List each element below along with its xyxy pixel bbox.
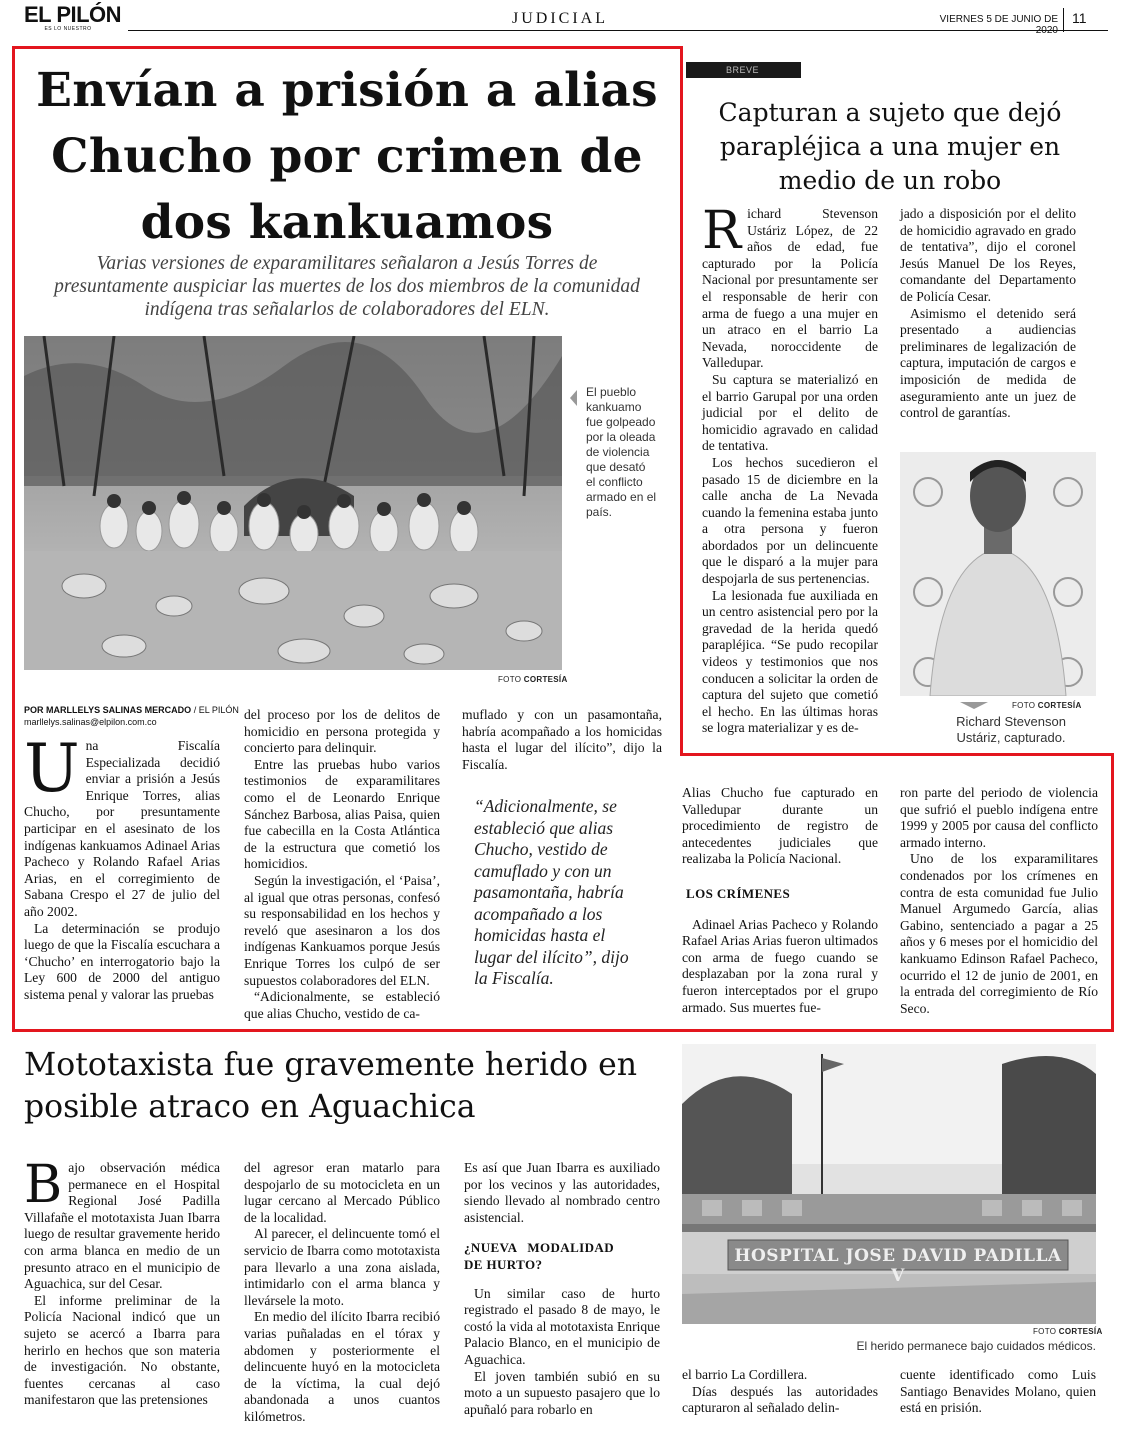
brief-label: BREVE [686, 62, 801, 78]
brief-article-col-2: jado a disposición por el delito de homicidio agravado en grado de tentativa”, dijo el coronel Jesús Manuel De los Reyes, comandante del Departamento de Policía Cesar. Asimismo el detenido será presentado a audiencias preliminares de legalización de captura, imputación de cargos e imposición de medida de aseguramiento ante un juez de control de garantías. [900, 206, 1076, 421]
main-article-col-4: Alias Chucho fue capturado en Valledupar durante un procedimiento de registro de antecedentes judiciales que realizaba la Policía Nacional. LOS CRÍMENES Adinael Arias Pacheco y Rolando Rafael Arias Arias fueron ultimados con arma de fuego cuando se desplazaban por la zona rural y fueron interceptados por el grupo armado. Sus muertes fue- [682, 785, 878, 1015]
masthead-logo [24, 3, 129, 32]
header-separator [1063, 8, 1064, 32]
main-photo-illustration [24, 336, 562, 670]
main-drop-cap: U [24, 730, 80, 807]
bottom-article-col-1: Bajo observación médica permanece en el Hospital Regional José Padilla Villafañe el mototaxista Juan Ibarra luego de resultar gravemente herido con arma blanca en medio de un presunto atraco en el municipio de Aguachica, sur del Cesar. El informe preliminar de la Policía Nacional indicó que un sujeto se acercó a Ibarra para herirlo en hechos que son materia de investigación. No obstante, fuentes cercanas al caso manifestaron que las pretensiones [24, 1155, 220, 1408]
byline-name: POR MARLLELYS SALINAS MERCADO [24, 705, 192, 715]
hospital-photo-credit: FOTO CORTESÍA [1033, 1327, 1103, 1336]
main-article-col-3: muflado y con un pasamontaña, habría acompañado a los homicidas hasta el lugar del ilícito”, dijo la Fiscalía. [462, 707, 662, 772]
highlight-box-right-lower [1111, 753, 1114, 1032]
highlight-box-top [12, 46, 683, 49]
hospital-sign-text: HOSPITAL JOSE DAVID PADILLA V [734, 1246, 1062, 1286]
bottom-article-col-3: Es así que Juan Ibarra es auxiliado por los vecinos y las autoridades, siendo llevado al nombrado centro asistencial. ¿NUEVA MODALIDAD DE HURTO? Un similar caso de hurto registrado el pasado 8 de mayo, le costó la vida al mototaxista Enrique Palacio Blanco, en el municipio de Aguachica. El joven también subió en su moto a un supuesto pasajero que lo apuñaló para robarlo en [464, 1160, 660, 1417]
byline-outlet: / EL PILÓN [191, 705, 239, 715]
byline [24, 704, 244, 728]
page-number: 11 [1072, 10, 1087, 26]
main-photo-credit: FOTO CORTESÍA [498, 675, 568, 684]
brief-photo [900, 452, 1096, 696]
brief-photo-credit: FOTO CORTESÍA [1012, 701, 1082, 710]
logo-tagline: ES LO NUESTRO [44, 26, 92, 32]
main-article-col-5: ron parte del periodo de violencia que sufrió el pueblo indígena entre 1999 y 2005 por causa del conflicto armado interno. Uno de los exparamilitares condenados por los crímenes en contra de esta comunidad fue Julio Manuel Argumedo García, alias Gabino, sentenciado a pagar a 25 años y 6 meses por el homicidio del kankuamo Edinson Rafael Pacheco, ocurrido el 12 de junio de 2001, en la entrada del corregimiento de Río Seco. [900, 785, 1098, 1016]
main-headline: Envían a prisión a alias Chucho por crimen de dos kankuamos [36, 63, 658, 250]
hospital-photo-caption: El herido permanece bajo cuidados médicos. [856, 1339, 1096, 1353]
section-title: JUDICIAL [512, 10, 608, 27]
bottom-article-col-4: el barrio La Cordillera. Días después las autoridades capturaron al señalado delin- [682, 1367, 878, 1416]
byline-email[interactable]: marllelys.salinas@elpilon.com.co [24, 717, 157, 727]
main-article-col-2: del proceso por los de delitos de homicidio en persona protegida y concierto para delinquir. Entre las pruebas hubo varios testimonios de exparamilitares como el de Leonardo Enrique Sánchez Barbosa, alias Paisa, quien fue cabecilla en la Costa Atlántica de la estructura que cometió los homicidios. Según la investigación, el ‘Paisa’, al igual que otras personas, confesó su responsabilidad en los hechos y reveló que asesinaron a los dos indígenas Kankuamos porque Jesús Enrique Torres los culpó de ser supuestos colaboradores del ELN. “Adicionalmente, se estableció que alias Chucho, vestido de ca- [244, 707, 440, 1021]
hospital-photo [682, 1044, 1096, 1324]
bottom-article-col-2: del agresor eran matarlo para despojarlo de su motocicleta en un lugar cercano al Mercado Público de la localidad. Al parecer, el delincuente tomó el servicio de Ibarra como mototaxista para llevarlo a una zona aislada, intimidarlo con el arma blanca y llevársele la moto. En medio del ilícito Ibarra recibió varias puñaladas en el tórax y abdomen y posteriormente el delincuente huyó en la motocicleta de la víctima, la cual dejó abandonada a unos cuantos kilómetros. [244, 1160, 440, 1424]
main-photo-caption: El pueblo kankuamo fue golpeado por la oleada de violencia que desató el conflicto armado en el país. [586, 385, 657, 519]
issue-date: VIERNES 5 DE JUNIO DE [939, 14, 1058, 25]
highlight-box-bottom [12, 1029, 1114, 1032]
bottom-subhead: ¿NUEVA MODALIDAD DE HURTO? [464, 1240, 614, 1272]
main-subhead: LOS CRÍMENES [686, 885, 791, 901]
highlight-box-mid [680, 753, 1114, 756]
brief-drop-cap: R [702, 201, 742, 261]
main-photo [24, 336, 562, 670]
brief-photo-caption: Richard Stevenson Ustáriz, capturado. [956, 714, 1066, 745]
pull-quote: “Adicionalmente, se estableció que alias Chucho, vestido de camuflado y con un pasamontaña, habría acompañado a los homicidas hasta el lugar del ilícito”, dijo la Fiscalía. [474, 796, 629, 988]
brief-article-col-1: Richard Stevenson Ustáriz López, de 22 años de edad, fue capturado por la Policía Nacional por presuntamente ser el responsable de herir con arma de fuego a una mujer en un atraco en el barrio La Nevada, noroccidente de Valledupar. Su captura se materializó en el barrio Garupal por una orden judicial por el delito de homicidio agravado en calidad de tentativa. Los hechos sucedieron el pasado 15 de diciembre en la calle ancha de La Nevada cuando la femenina estaba junto a otra persona y fueron abordados por un delincuente que le disparó a la mujer para despojarla de sus pertenencias. La lesionada fue auxiliada en un centro asistencial pero por la gravedad de la herida quedó parapléjica. “Se pudo recopilar videos y testimonios que nos conducen a solicitar la orden de captura del sujeto que cometió el hecho. En las últimas horas se logra materializar y es de- [702, 201, 878, 736]
highlight-box-left [12, 46, 15, 1032]
header-rule [128, 30, 1108, 31]
caption-pointer-icon [570, 390, 577, 406]
brief-photo-illustration [900, 452, 1096, 696]
bottom-drop-cap: B [24, 1155, 63, 1215]
bottom-headline: Mototaxista fue gravemente herido en posible atraco en Aguachica [24, 1047, 638, 1125]
main-deck: Varias versiones de exparamilitares señalaron a Jesús Torres de presuntamente auspiciar las muertes de los dos miembros de la comunidad indígena tras señalarlos de colaboradores del ELN. [54, 253, 640, 320]
highlight-box-right-upper [680, 46, 683, 756]
logo-text: EL PILÓN [24, 2, 122, 27]
brief-caption-pointer-icon [960, 702, 988, 709]
bottom-article-col-5: cuente identificado como Luis Santiago Benavides Molano, quien está en prisión. [900, 1367, 1096, 1416]
main-article-col-1: Una Fiscalía Especializada decidió enviar a prisión a Jesús Enrique Torres, alias Chucho, por presuntamente participar en el asesinato de los indígenas kankuamos Adinael Arias Pacheco y Rolando Rafael Arias Arias, en el corregimiento de Sabana Crespo el 27 de julio del año 2002. La determinación se produjo luego de que la Fiscalía escuchara a ‘Chucho’ en interrogatorio bajo la Ley 600 de 2000 del antiguo sistema penal y valorar las pruebas [24, 730, 220, 1002]
brief-headline: Capturan a sujeto que dejó parapléjica a una mujer en medio de un robo [718, 98, 1062, 195]
